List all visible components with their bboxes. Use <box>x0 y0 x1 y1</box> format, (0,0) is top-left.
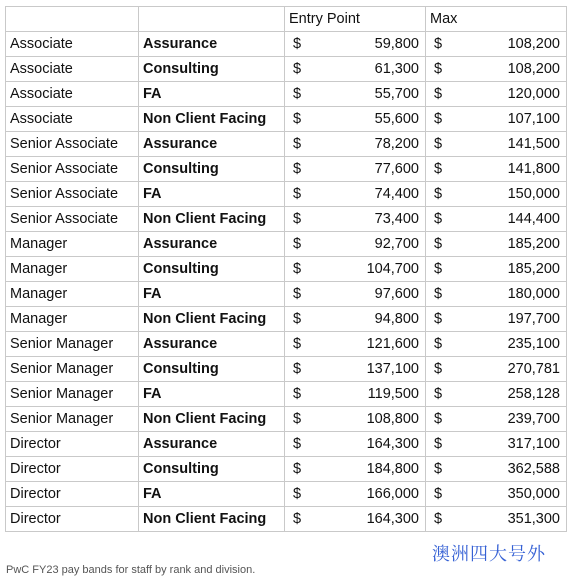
cell-division: Consulting <box>139 157 285 182</box>
currency-symbol: $ <box>434 161 443 177</box>
table-row <box>6 82 567 107</box>
money-value <box>430 61 562 77</box>
header-row <box>6 7 567 32</box>
money-value <box>430 261 562 277</box>
cell-rank: Manager <box>6 232 139 257</box>
cell-max <box>426 57 567 82</box>
cell-max <box>426 182 567 207</box>
table-row <box>6 357 567 382</box>
money-value <box>430 111 562 127</box>
money-value <box>430 511 562 527</box>
amount: 351,300 <box>507 511 560 527</box>
cell-entry-point <box>285 507 426 532</box>
cell-entry-point <box>285 82 426 107</box>
cell-division: FA <box>139 482 285 507</box>
cell-division: Consulting <box>139 357 285 382</box>
cell-entry-point <box>285 432 426 457</box>
money-value <box>289 111 421 127</box>
table-row <box>6 207 567 232</box>
money-value <box>289 36 421 52</box>
money-value <box>289 511 421 527</box>
cell-rank: Director <box>6 432 139 457</box>
currency-symbol: $ <box>293 161 302 177</box>
amount: 164,300 <box>366 436 419 452</box>
amount: 185,200 <box>507 236 560 252</box>
money-value <box>289 386 421 402</box>
watermark: 澳洲四大号外 <box>432 544 546 565</box>
money-value <box>289 86 421 102</box>
cell-rank: Senior Associate <box>6 207 139 232</box>
currency-symbol: $ <box>434 411 443 427</box>
currency-symbol: $ <box>293 411 302 427</box>
amount: 94,800 <box>374 311 419 327</box>
cell-entry-point <box>285 207 426 232</box>
currency-symbol: $ <box>293 386 302 402</box>
currency-symbol: $ <box>434 436 443 452</box>
currency-symbol: $ <box>293 511 302 527</box>
cell-entry-point <box>285 407 426 432</box>
pay-band-table-container <box>5 6 566 532</box>
amount: 119,500 <box>367 386 419 402</box>
cell-max <box>426 482 567 507</box>
cell-division: Assurance <box>139 232 285 257</box>
table-row <box>6 282 567 307</box>
amount: 362,588 <box>507 461 560 477</box>
currency-symbol: $ <box>434 61 443 77</box>
table-row <box>6 132 567 157</box>
currency-symbol: $ <box>293 336 302 352</box>
currency-symbol: $ <box>434 236 443 252</box>
currency-symbol: $ <box>293 436 302 452</box>
cell-division: Consulting <box>139 57 285 82</box>
cell-rank: Director <box>6 482 139 507</box>
cell-division: FA <box>139 182 285 207</box>
cell-max <box>426 82 567 107</box>
money-value <box>289 286 421 302</box>
cell-max <box>426 457 567 482</box>
cell-entry-point <box>285 332 426 357</box>
currency-symbol: $ <box>434 186 443 202</box>
cell-rank: Manager <box>6 257 139 282</box>
cell-entry-point <box>285 457 426 482</box>
amount: 166,000 <box>366 486 419 502</box>
money-value <box>430 411 562 427</box>
cell-rank: Senior Manager <box>6 332 139 357</box>
table-row <box>6 332 567 357</box>
cell-entry-point <box>285 182 426 207</box>
table-body <box>6 32 567 532</box>
amount: 108,800 <box>366 411 419 427</box>
currency-symbol: $ <box>293 211 302 227</box>
table-caption: PwC FY23 pay bands for staff by rank and division. <box>6 564 256 576</box>
money-value <box>430 86 562 102</box>
money-value <box>430 361 562 377</box>
money-value <box>289 461 421 477</box>
amount: 317,100 <box>507 436 560 452</box>
money-value <box>430 286 562 302</box>
cell-max <box>426 107 567 132</box>
money-value <box>289 361 421 377</box>
cell-rank: Senior Manager <box>6 407 139 432</box>
table-row <box>6 507 567 532</box>
money-value <box>430 461 562 477</box>
money-value <box>430 186 562 202</box>
cell-entry-point <box>285 382 426 407</box>
cell-rank: Senior Associate <box>6 182 139 207</box>
money-value <box>430 336 562 352</box>
cell-division: Assurance <box>139 132 285 157</box>
cell-division: Non Client Facing <box>139 207 285 232</box>
cell-rank: Senior Associate <box>6 157 139 182</box>
amount: 97,600 <box>374 286 419 302</box>
amount: 55,600 <box>374 111 419 127</box>
cell-max <box>426 432 567 457</box>
cell-max <box>426 332 567 357</box>
currency-symbol: $ <box>293 111 302 127</box>
table-row <box>6 407 567 432</box>
cell-division: FA <box>139 82 285 107</box>
currency-symbol: $ <box>434 486 443 502</box>
amount: 120,000 <box>507 86 560 102</box>
currency-symbol: $ <box>293 36 302 52</box>
currency-symbol: $ <box>293 261 302 277</box>
cell-max <box>426 157 567 182</box>
money-value <box>430 486 562 502</box>
currency-symbol: $ <box>434 361 443 377</box>
money-value <box>289 186 421 202</box>
table-row <box>6 432 567 457</box>
money-value <box>289 261 421 277</box>
amount: 78,200 <box>374 136 419 152</box>
currency-symbol: $ <box>293 61 302 77</box>
header-max: Max <box>426 7 567 32</box>
header-rank <box>6 7 139 32</box>
amount: 185,200 <box>507 261 560 277</box>
money-value <box>289 336 421 352</box>
currency-symbol: $ <box>293 461 302 477</box>
amount: 141,500 <box>507 136 560 152</box>
cell-entry-point <box>285 307 426 332</box>
money-value <box>430 211 562 227</box>
amount: 77,600 <box>374 161 419 177</box>
cell-entry-point <box>285 232 426 257</box>
currency-symbol: $ <box>434 461 443 477</box>
cell-rank: Associate <box>6 107 139 132</box>
table-row <box>6 457 567 482</box>
table-row <box>6 157 567 182</box>
cell-entry-point <box>285 157 426 182</box>
currency-symbol: $ <box>434 111 443 127</box>
cell-rank: Senior Manager <box>6 382 139 407</box>
amount: 61,300 <box>374 61 419 77</box>
cell-max <box>426 232 567 257</box>
header-entry-point: Entry Point <box>285 7 426 32</box>
amount: 59,800 <box>374 36 419 52</box>
money-value <box>430 36 562 52</box>
currency-symbol: $ <box>434 386 443 402</box>
cell-max <box>426 382 567 407</box>
table-row <box>6 482 567 507</box>
amount: 55,700 <box>374 86 419 102</box>
cell-entry-point <box>285 57 426 82</box>
money-value <box>289 211 421 227</box>
cell-division: Consulting <box>139 457 285 482</box>
cell-division: Consulting <box>139 257 285 282</box>
money-value <box>289 236 421 252</box>
table-row <box>6 307 567 332</box>
cell-entry-point <box>285 32 426 57</box>
cell-max <box>426 32 567 57</box>
currency-symbol: $ <box>293 86 302 102</box>
cell-max <box>426 357 567 382</box>
currency-symbol: $ <box>293 286 302 302</box>
currency-symbol: $ <box>293 186 302 202</box>
cell-division: Non Client Facing <box>139 407 285 432</box>
amount: 150,000 <box>507 186 560 202</box>
money-value <box>430 311 562 327</box>
cell-entry-point <box>285 257 426 282</box>
table-row <box>6 107 567 132</box>
currency-symbol: $ <box>293 361 302 377</box>
amount: 197,700 <box>507 311 560 327</box>
table-row <box>6 257 567 282</box>
money-value <box>289 161 421 177</box>
cell-division: FA <box>139 382 285 407</box>
pay-band-table <box>5 6 567 532</box>
cell-entry-point <box>285 132 426 157</box>
money-value <box>430 386 562 402</box>
amount: 137,100 <box>366 361 419 377</box>
cell-division: Non Client Facing <box>139 307 285 332</box>
cell-max <box>426 207 567 232</box>
money-value <box>289 61 421 77</box>
cell-division: FA <box>139 282 285 307</box>
amount: 180,000 <box>507 286 560 302</box>
table-row <box>6 182 567 207</box>
header-division <box>139 7 285 32</box>
currency-symbol: $ <box>434 311 443 327</box>
amount: 164,300 <box>366 511 419 527</box>
cell-division: Non Client Facing <box>139 507 285 532</box>
amount: 235,100 <box>507 336 560 352</box>
money-value <box>289 136 421 152</box>
currency-symbol: $ <box>293 486 302 502</box>
table-row <box>6 232 567 257</box>
amount: 108,200 <box>507 61 560 77</box>
table-row <box>6 32 567 57</box>
amount: 350,000 <box>507 486 560 502</box>
money-value <box>430 236 562 252</box>
amount: 107,100 <box>507 111 560 127</box>
cell-rank: Associate <box>6 32 139 57</box>
cell-rank: Senior Manager <box>6 357 139 382</box>
cell-rank: Senior Associate <box>6 132 139 157</box>
cell-max <box>426 282 567 307</box>
currency-symbol: $ <box>434 211 443 227</box>
currency-symbol: $ <box>434 136 443 152</box>
table-row <box>6 382 567 407</box>
cell-rank: Associate <box>6 57 139 82</box>
table-row <box>6 57 567 82</box>
cell-entry-point <box>285 107 426 132</box>
amount: 74,400 <box>374 186 419 202</box>
currency-symbol: $ <box>293 136 302 152</box>
amount: 184,800 <box>366 461 419 477</box>
money-value <box>289 436 421 452</box>
currency-symbol: $ <box>434 261 443 277</box>
amount: 258,128 <box>507 386 560 402</box>
amount: 141,800 <box>507 161 560 177</box>
currency-symbol: $ <box>434 286 443 302</box>
currency-symbol: $ <box>434 511 443 527</box>
cell-division: Assurance <box>139 32 285 57</box>
cell-rank: Manager <box>6 307 139 332</box>
money-value <box>430 161 562 177</box>
currency-symbol: $ <box>293 311 302 327</box>
amount: 239,700 <box>507 411 560 427</box>
currency-symbol: $ <box>434 336 443 352</box>
money-value <box>430 436 562 452</box>
amount: 121,600 <box>366 336 419 352</box>
cell-entry-point <box>285 482 426 507</box>
cell-division: Assurance <box>139 432 285 457</box>
cell-rank: Associate <box>6 82 139 107</box>
cell-rank: Manager <box>6 282 139 307</box>
cell-rank: Director <box>6 457 139 482</box>
cell-rank: Director <box>6 507 139 532</box>
amount: 108,200 <box>507 36 560 52</box>
money-value <box>289 486 421 502</box>
amount: 92,700 <box>374 236 419 252</box>
currency-symbol: $ <box>434 86 443 102</box>
cell-max <box>426 257 567 282</box>
cell-division: Non Client Facing <box>139 107 285 132</box>
money-value <box>289 311 421 327</box>
money-value <box>430 136 562 152</box>
amount: 73,400 <box>374 211 419 227</box>
money-value <box>289 411 421 427</box>
currency-symbol: $ <box>293 236 302 252</box>
cell-max <box>426 307 567 332</box>
currency-symbol: $ <box>434 36 443 52</box>
amount: 144,400 <box>507 211 560 227</box>
cell-entry-point <box>285 282 426 307</box>
amount: 104,700 <box>366 261 419 277</box>
cell-entry-point <box>285 357 426 382</box>
cell-max <box>426 407 567 432</box>
cell-max <box>426 507 567 532</box>
cell-division: Assurance <box>139 332 285 357</box>
cell-max <box>426 132 567 157</box>
amount: 270,781 <box>507 361 560 377</box>
